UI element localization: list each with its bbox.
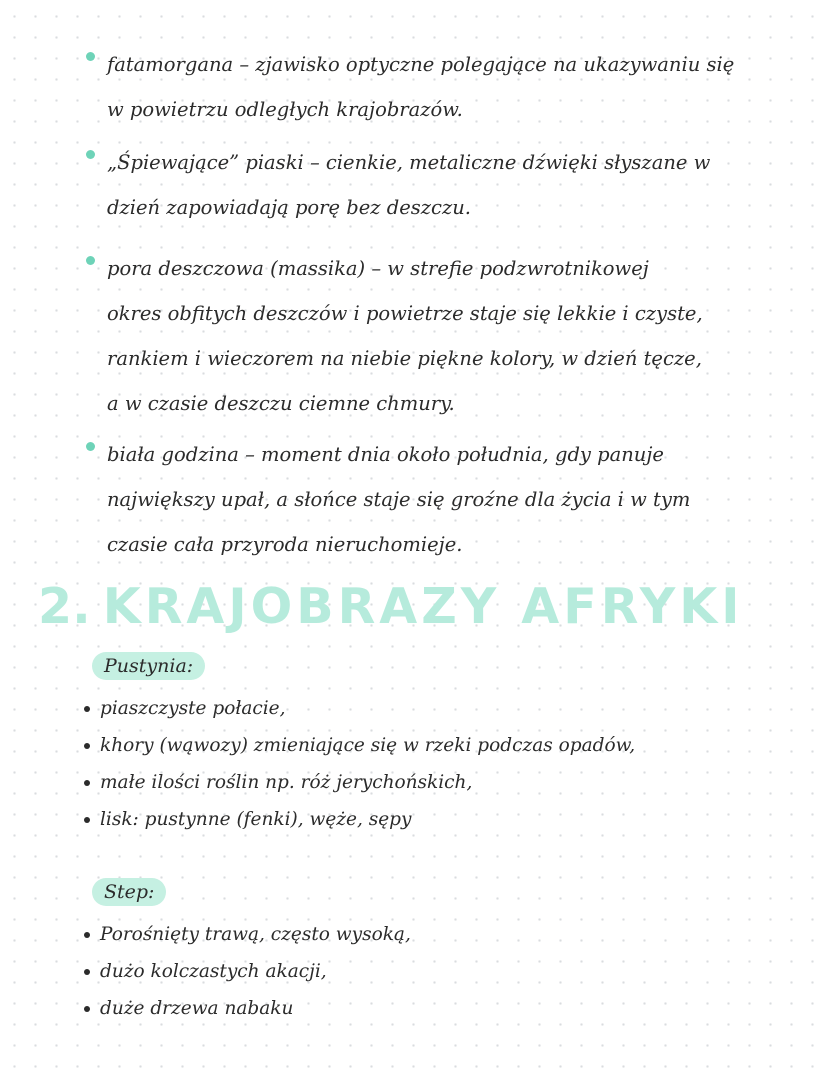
bullet-dot [84,932,90,938]
list-item [84,801,804,838]
bullet-dot [84,706,90,712]
bullet-dot [84,780,90,786]
definition-singing-sands [86,140,801,230]
text-line: „Śpiewające” piaski – cienkie, metaliczne dźwięki słyszane w [107,151,711,174]
bullet-dot [84,1006,90,1012]
list-item-text: khory (wąwozy) zmieniające się w rzeki podczas opadów, [100,735,636,756]
definition-rainy-season [86,246,801,426]
text-line: okres obfitych deszczów i powietrze staje się lekkie i czyste, [107,302,703,325]
text-line: fatamorgana – zjawisko optyczne polegające na ukazywaniu się [107,53,735,76]
list-item [84,953,804,990]
definition-text [107,246,703,426]
list-item [84,916,804,953]
bullet-dot [86,52,95,61]
bullet-dot [86,256,95,265]
text-line: biała godzina – moment dnia około południa, gdy panuje [107,443,664,466]
text-line: rankiem i wieczorem na niebie piękne kolory, w dzień tęcze, [107,347,702,370]
definition-text [107,42,734,132]
list-item [84,764,804,801]
steppe-list [84,916,804,1027]
list-item-text: dużo kolczastych akacji, [100,961,327,982]
list-item [84,990,804,1027]
bullet-dot [84,969,90,975]
text-line: największy upał, a słońce staje się groźne dla życia i w tym [107,488,691,511]
subheading-steppe: Step: [92,878,166,906]
list-item-text: małe ilości roślin np. róż jerychońskich, [100,772,473,793]
list-item-text: duże drzewa nabaku [100,998,294,1019]
bullet-dot [86,442,95,451]
definition-text [107,140,710,230]
bullet-dot [84,743,90,749]
list-item [84,727,804,764]
section-number: 2. [38,578,91,635]
definition-text [107,432,690,567]
list-item-text: Porośnięty trawą, często wysoką, [100,924,411,945]
definition-fatamorgana [86,42,801,132]
section-title: KRAJOBRAZY AFRYKI [102,578,744,635]
definition-white-hour [86,432,801,567]
text-line: a w czasie deszczu ciemne chmury. [107,392,455,415]
text-line: pora deszczowa (massika) – w strefie podzwrotnikowej [107,257,649,280]
list-item [84,690,804,727]
desert-list [84,690,804,838]
text-line: dzień zapowiadają porę bez deszczu. [107,196,471,219]
subheading-desert: Pustynia: [92,652,205,680]
bullet-dot [86,150,95,159]
section-heading [38,578,743,635]
list-item-text: lisk: pustynne (fenki), węże, sępy [100,809,412,830]
list-item-text: piaszczyste połacie, [100,698,286,719]
bullet-dot [84,817,90,823]
text-line: czasie cała przyroda nieruchomieje. [107,533,463,556]
text-line: w powietrzu odległych krajobrazów. [107,98,463,121]
